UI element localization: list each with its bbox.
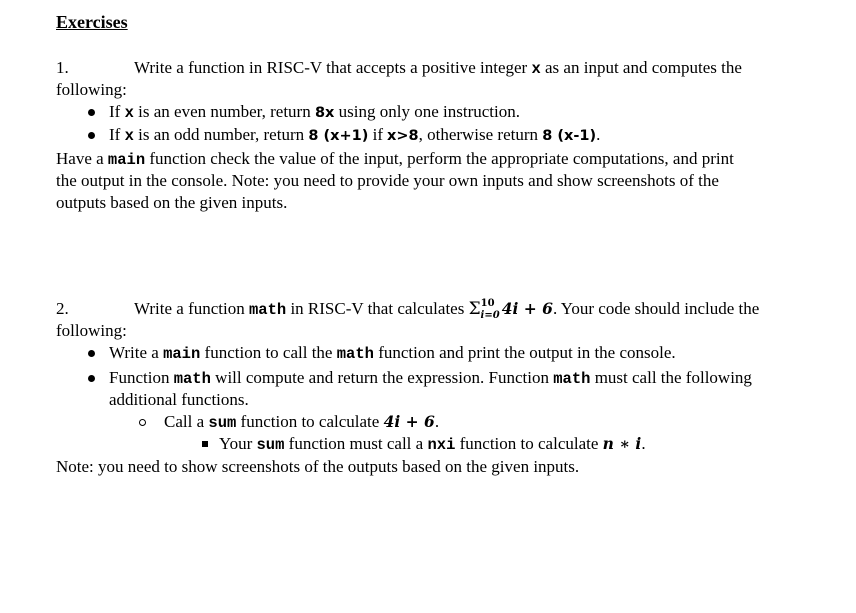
bullet-dot-icon (88, 375, 95, 382)
bullet-dot-icon (88, 132, 95, 139)
exercises-heading: Exercises (56, 12, 128, 32)
q2-number: 2. (56, 299, 69, 318)
q2-subsub-bullet-nxi: Your sum function must call a nxi function to calculate n ∗ i. (219, 434, 646, 454)
q2-sub-bullet-sum: Call a sum function to calculate 4i + 6. (164, 412, 440, 432)
q1-number: 1. (56, 58, 69, 77)
q1-bullet-odd: If x is an odd number, return 8 (x+1) if x>8, otherwise return 8 (x-1). (109, 125, 601, 145)
q1-paragraph-line3: outputs based on the given inputs. (56, 193, 288, 212)
q2-line1: Write a function math in RISC-V that calculates $\Sigma^{10}_{i=0}$ 4i + 6. Your code should include the (134, 298, 760, 321)
bullet-dot-icon (88, 109, 95, 116)
q2-line2: following: (56, 321, 127, 340)
q2-bullet-math: Function math will compute and return the expression. Function math must call the following (109, 368, 752, 388)
q1-line2: following: (56, 80, 127, 99)
q2-bullet-math-line2: additional functions. (109, 390, 249, 409)
q1-bullet-even: If x is an even number, return 8x using only one instruction. (109, 102, 520, 122)
q2-note: Note: you need to show screenshots of the outputs based on the given inputs. (56, 457, 580, 476)
bullet-square-icon (202, 441, 208, 447)
q1-paragraph-line1: Have a main function check the value of the input, perform the appropriate computations, and print (56, 149, 734, 169)
bullet-dot-icon (88, 350, 95, 357)
q1-line1: Write a function in RISC-V that accepts a positive integer x as an input and computes the (134, 58, 742, 78)
q1-paragraph-line2: the output in the console. Note: you need to provide your own inputs and show screenshots of the (56, 171, 719, 190)
bullet-circle-icon (139, 419, 146, 426)
q2-bullet-main: Write a main function to call the math function and print the output in the console. (109, 343, 676, 363)
